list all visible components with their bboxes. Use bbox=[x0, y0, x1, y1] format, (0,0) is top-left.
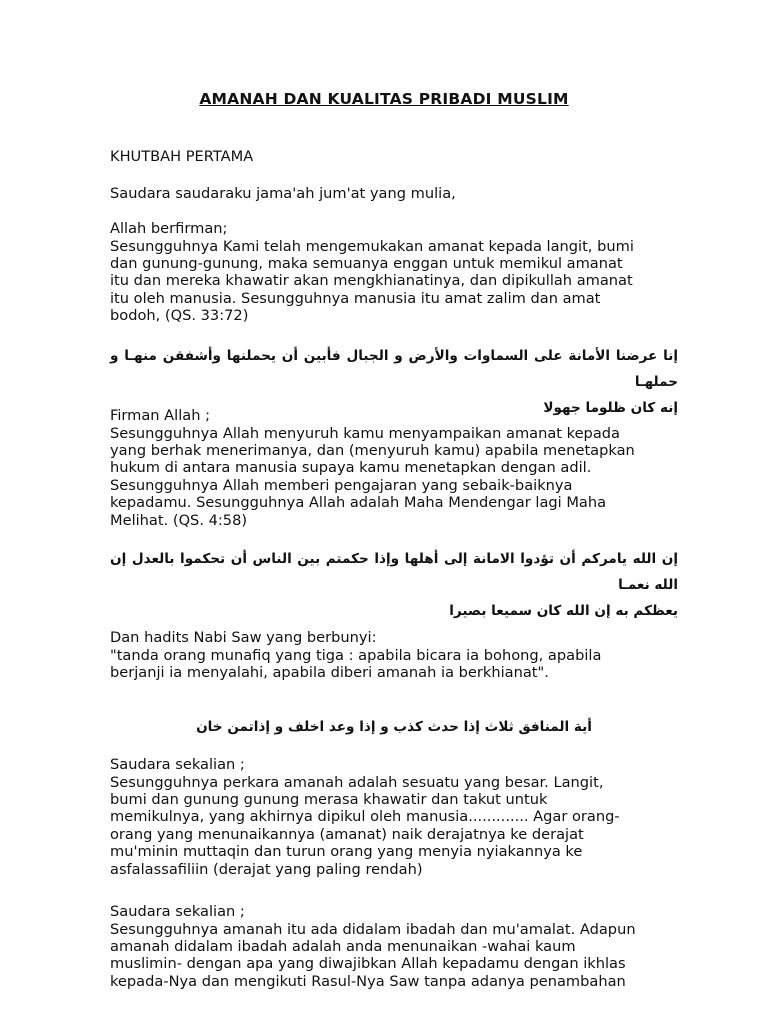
verse-intro-2: Firman Allah ; bbox=[110, 407, 211, 424]
arabic-verse-2-line-1: إن الله يامركم أن تؤدوا الامانة إلى أهلها وإذا حكمتم بين الناس أن تحكموا بالعدل إن الله نعمـا bbox=[110, 551, 678, 593]
hadith-intro: Dan hadits Nabi Saw yang berbunyi: bbox=[110, 629, 377, 646]
paragraph-body-4: Sesungguhnya perkara amanah adalah sesuatu yang besar. Langit, bumi dan gunung gunung merasa khawatir dan takut untuk memikulnya, yang akhirnya dipikul oleh manusia............. Agar orang- orang yang menunaikannya (amanat) naik derajatnya ke derajat mu'minin muttaqin dan turun orang yang menyia nyiakannya ke asfalassafiliin (derajat yang paling rendah) bbox=[110, 773, 620, 878]
verse-translation-2: Sesungguhnya Allah menyuruh kamu menyampaikan amanat kepada yang berhak menerimanya, dan (menyuruh kamu) apabila menetapkan hukum di antara manusia supaya kamu menetapkan dengan adil. Sesungguhnya Allah memberi pengajaran yang sebaik-baiknya kepadamu. Sesungguhnya Allah adalah Maha Mendengar lagi Maha Melihat. (QS. 4:58) bbox=[110, 424, 635, 529]
section-heading: KHUTBAH PERTAMA bbox=[110, 148, 254, 165]
arabic-verse-1-line-1: إنا عرضنا الأمانة على السماوات والأرض و الجبال فأبين أن يحملنها وأشفقن منهـا و حملهـا bbox=[110, 348, 678, 390]
document-title: AMANAH DAN KUALITAS PRIBADI MUSLIM bbox=[199, 90, 569, 108]
arabic-hadith: أية المنافق ثلاث إذا حدث كذب و إذا وعد اخلف و إذاتمن خان bbox=[196, 719, 592, 735]
greeting-paragraph: Saudara saudaraku jama'ah jum'at yang mulia, bbox=[110, 185, 456, 202]
verse-translation-1: Sesungguhnya Kami telah mengemukakan amanat kepada langit, bumi dan gunung-gunung, maka semuanya enggan untuk memikul amanat itu dan mereka khawatir akan mengkhianatinya, dan dipikullah amanat itu oleh manusia. Sesungguhnya manusia itu amat zalim dan amat bodoh, (QS. 33:72) bbox=[110, 237, 634, 325]
arabic-verse-1-line-2: إنه كان ظلوما جهولا bbox=[543, 400, 678, 416]
paragraph-intro-5: Saudara sekalian ; bbox=[110, 903, 245, 920]
arabic-verse-2 bbox=[110, 546, 678, 624]
hadith-translation: "tanda orang munafiq yang tiga : apabila bicara ia bohong, apabila berjanji ia menyalahi, apabila diberi amanah ia berkhianat". bbox=[110, 646, 602, 681]
verse-intro-1: Allah berfirman; bbox=[110, 220, 228, 237]
arabic-verse-2-line-2: يعظكم به إن الله كان سميعا بصيرا bbox=[449, 603, 678, 619]
paragraph-body-5: Sesungguhnya amanah itu ada didalam ibadah dan mu'amalat. Adapun amanah didalam ibadah adalah anda menunaikan -wahai kaum muslimin- dengan apa yang diwajibkan Allah kepadamu dengan ikhlas kepada-Nya dan mengikuti Rasul-Nya Saw tanpa adanya penambahan bbox=[110, 920, 636, 990]
paragraph-intro-4: Saudara sekalian ; bbox=[110, 756, 245, 773]
